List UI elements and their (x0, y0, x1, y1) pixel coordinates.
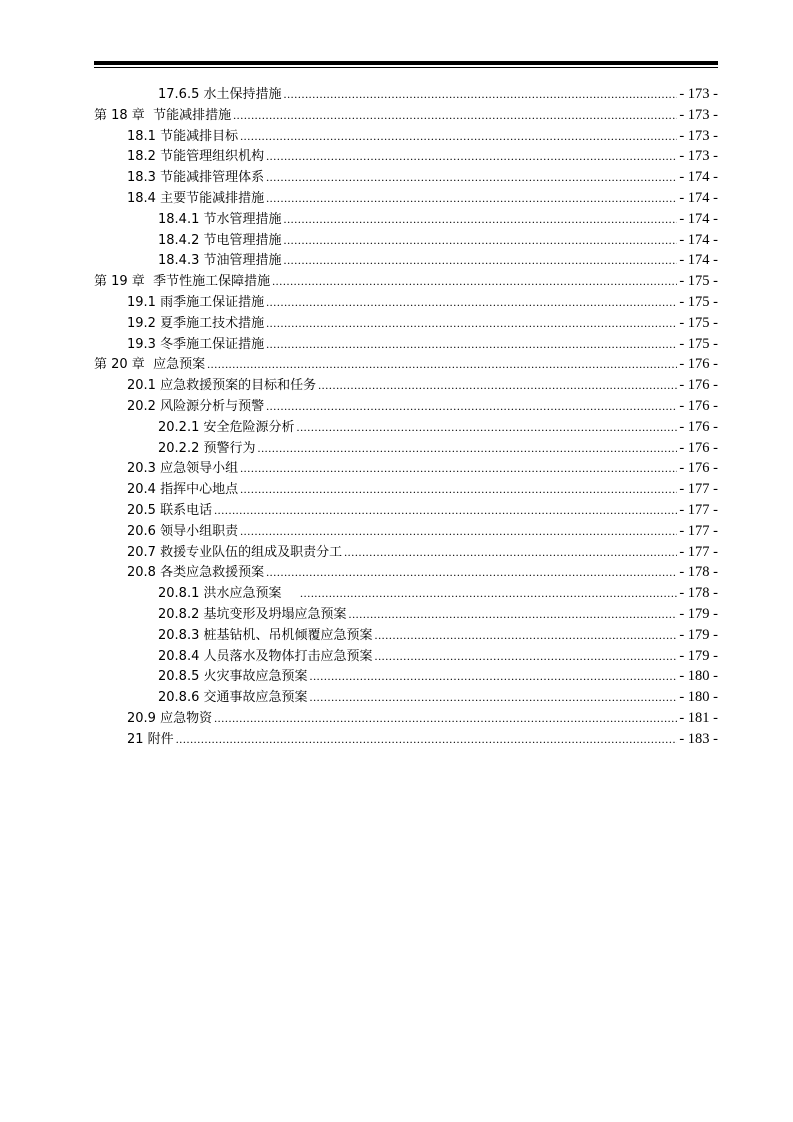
toc-entry-page: - 176 - (679, 460, 718, 477)
toc-entry-page: - 183 - (679, 730, 718, 747)
toc-entry[interactable] (94, 250, 718, 271)
table-of-contents (94, 84, 718, 750)
toc-entry[interactable] (94, 479, 718, 500)
dot-leader (207, 354, 677, 375)
toc-entry-title: 20.9 应急物资 (127, 710, 213, 726)
toc-entry[interactable] (94, 230, 718, 251)
toc-entry-title: 20.8.2 基坑变形及坍塌应急预案 (158, 606, 347, 622)
toc-entry-title: 第 19 章 季节性施工保障措施 (94, 274, 271, 290)
toc-entry[interactable] (94, 729, 718, 750)
toc-entry-page: - 181 - (679, 709, 718, 726)
toc-entry[interactable] (94, 271, 718, 292)
toc-entry[interactable] (94, 292, 718, 313)
toc-entry-title: 20.3 应急领导小组 (127, 461, 239, 477)
toc-entry-page: - 176 - (679, 397, 718, 414)
toc-entry[interactable] (94, 458, 718, 479)
dot-leader (283, 250, 677, 271)
toc-entry-page: - 177 - (679, 522, 718, 539)
toc-entry[interactable] (94, 521, 718, 542)
toc-entry[interactable] (94, 313, 718, 334)
dot-leader (300, 583, 677, 604)
toc-entry[interactable] (94, 438, 718, 459)
toc-entry-page: - 179 - (679, 647, 718, 664)
toc-entry-page: - 174 - (679, 231, 718, 248)
dot-leader (257, 438, 677, 459)
toc-entry-page: - 173 - (679, 86, 718, 102)
toc-entry-title: 19.2 夏季施工技术措施 (127, 315, 265, 331)
dot-leader (176, 729, 678, 750)
toc-entry-page: - 174 - (679, 189, 718, 206)
toc-entry[interactable] (94, 126, 718, 147)
toc-entry-page: - 174 - (679, 210, 718, 227)
toc-entry-title: 20.8.5 火灾事故应急预案 (158, 669, 308, 685)
toc-entry[interactable] (94, 583, 718, 604)
dot-leader (283, 230, 677, 251)
header-rule-thick (94, 61, 718, 65)
dot-leader (266, 167, 677, 188)
dot-leader (283, 84, 677, 105)
dot-leader (214, 708, 677, 729)
dot-leader (240, 126, 677, 147)
dot-leader (266, 396, 677, 417)
toc-entry-page: - 173 - (679, 127, 718, 144)
toc-entry-page: - 176 - (679, 439, 718, 456)
toc-entry-page: - 176 - (679, 356, 718, 373)
toc-entry-title: 17.6.5 水土保持措施 (158, 87, 282, 102)
toc-entry-title: 20.1 应急救援预案的目标和任务 (127, 378, 317, 394)
toc-entry-title: 18.4.2 节电管理措施 (158, 232, 282, 248)
dot-leader (344, 542, 677, 563)
toc-entry[interactable] (94, 562, 718, 583)
dot-leader (266, 188, 677, 209)
dot-leader (266, 334, 677, 355)
toc-entry-page: - 177 - (679, 501, 718, 518)
dot-leader (374, 646, 677, 667)
dot-leader (240, 458, 677, 479)
toc-entry-page: - 173 - (679, 148, 718, 165)
dot-leader (240, 479, 677, 500)
toc-entry[interactable] (94, 500, 718, 521)
toc-entry-page: - 175 - (679, 293, 718, 310)
toc-entry[interactable] (94, 396, 718, 417)
toc-entry-title: 20.2.1 安全危险源分析 (158, 419, 295, 435)
toc-entry-title: 21 附件 (127, 731, 174, 747)
toc-entry-page: - 180 - (679, 668, 718, 685)
toc-entry-title: 20.7 救援专业队伍的组成及职责分工 (127, 544, 343, 560)
toc-entry[interactable] (94, 542, 718, 563)
dot-leader (266, 146, 677, 167)
toc-entry-page: - 175 - (679, 273, 718, 290)
toc-entry-title: 20.8.3 桩基钻机、吊机倾覆应急预案 (158, 627, 373, 643)
toc-entry-page: - 176 - (679, 418, 718, 435)
toc-entry-page: - 179 - (679, 626, 718, 643)
toc-entry[interactable] (94, 708, 718, 729)
toc-entry[interactable] (94, 146, 718, 167)
toc-entry[interactable] (94, 375, 718, 396)
toc-entry[interactable] (94, 105, 718, 126)
toc-entry[interactable] (94, 334, 718, 355)
toc-entry-page: - 176 - (679, 377, 718, 394)
toc-entry-page: - 178 - (679, 564, 718, 581)
toc-entry-title: 第 18 章 节能减排措施 (94, 107, 232, 123)
toc-entry-title: 18.2 节能管理组织机构 (127, 149, 265, 165)
toc-entry[interactable] (94, 604, 718, 625)
dot-leader (309, 687, 677, 708)
toc-entry-page: - 174 - (679, 169, 718, 186)
toc-entry-title: 20.2.2 预警行为 (158, 440, 256, 456)
toc-entry-title: 20.8 各类应急救援预案 (127, 565, 265, 581)
toc-entry-title: 20.8.4 人员落水及物体打击应急预案 (158, 648, 373, 664)
toc-entry-title: 20.4 指挥中心地点 (127, 482, 239, 498)
dot-leader (296, 417, 677, 438)
dot-leader (266, 562, 677, 583)
toc-entry[interactable] (94, 666, 718, 687)
toc-entry-title: 18.3 节能减排管理体系 (127, 170, 265, 186)
toc-entry-title: 19.3 冬季施工保证措施 (127, 336, 265, 352)
toc-entry-page: - 177 - (679, 481, 718, 498)
toc-entry-title: 18.4 主要节能减排措施 (127, 190, 265, 206)
toc-entry[interactable] (94, 646, 718, 667)
dot-leader (348, 604, 677, 625)
toc-entry-page: - 174 - (679, 252, 718, 269)
toc-entry[interactable] (94, 417, 718, 438)
toc-entry-title: 20.8.6 交通事故应急预案 (158, 690, 308, 706)
toc-entry-title: 18.4.1 节水管理措施 (158, 211, 282, 227)
toc-entry[interactable] (94, 354, 718, 375)
dot-leader (309, 666, 677, 687)
toc-entry-title: 20.2 风险源分析与预警 (127, 398, 265, 414)
toc-entry[interactable] (94, 188, 718, 209)
toc-entry-page: - 175 - (679, 335, 718, 352)
toc-entry[interactable] (94, 625, 718, 646)
dot-leader (283, 209, 677, 230)
toc-entry-page: - 179 - (679, 605, 718, 622)
dot-leader (233, 105, 677, 126)
toc-entry-title: 第 20 章 应急预案 (94, 357, 206, 373)
toc-entry-page: - 175 - (679, 314, 718, 331)
dot-leader (266, 292, 677, 313)
dot-leader (240, 521, 677, 542)
dot-leader (266, 313, 677, 334)
header-rule-thin (94, 67, 718, 68)
toc-entry-title: 18.4.3 节油管理措施 (158, 253, 282, 269)
dot-leader (374, 625, 677, 646)
toc-entry-title: 18.1 节能减排目标 (127, 128, 239, 144)
toc-entry-title: 20.5 联系电话 (127, 502, 213, 518)
toc-entry-title: 19.1 雨季施工保证措施 (127, 294, 265, 310)
toc-entry-page: - 178 - (679, 585, 718, 602)
toc-entry[interactable] (94, 687, 718, 708)
dot-leader (214, 500, 677, 521)
toc-entry-page: - 173 - (679, 106, 718, 123)
toc-entry-page: - 180 - (679, 689, 718, 706)
dot-leader (272, 271, 677, 292)
toc-entry[interactable] (94, 209, 718, 230)
toc-entry[interactable] (94, 167, 718, 188)
dot-leader (318, 375, 677, 396)
toc-entry-title: 20.8.1 洪水应急预案 (158, 586, 299, 602)
toc-entry[interactable] (94, 84, 718, 105)
toc-entry-title: 20.6 领导小组职责 (127, 523, 239, 539)
toc-entry-page: - 177 - (679, 543, 718, 560)
